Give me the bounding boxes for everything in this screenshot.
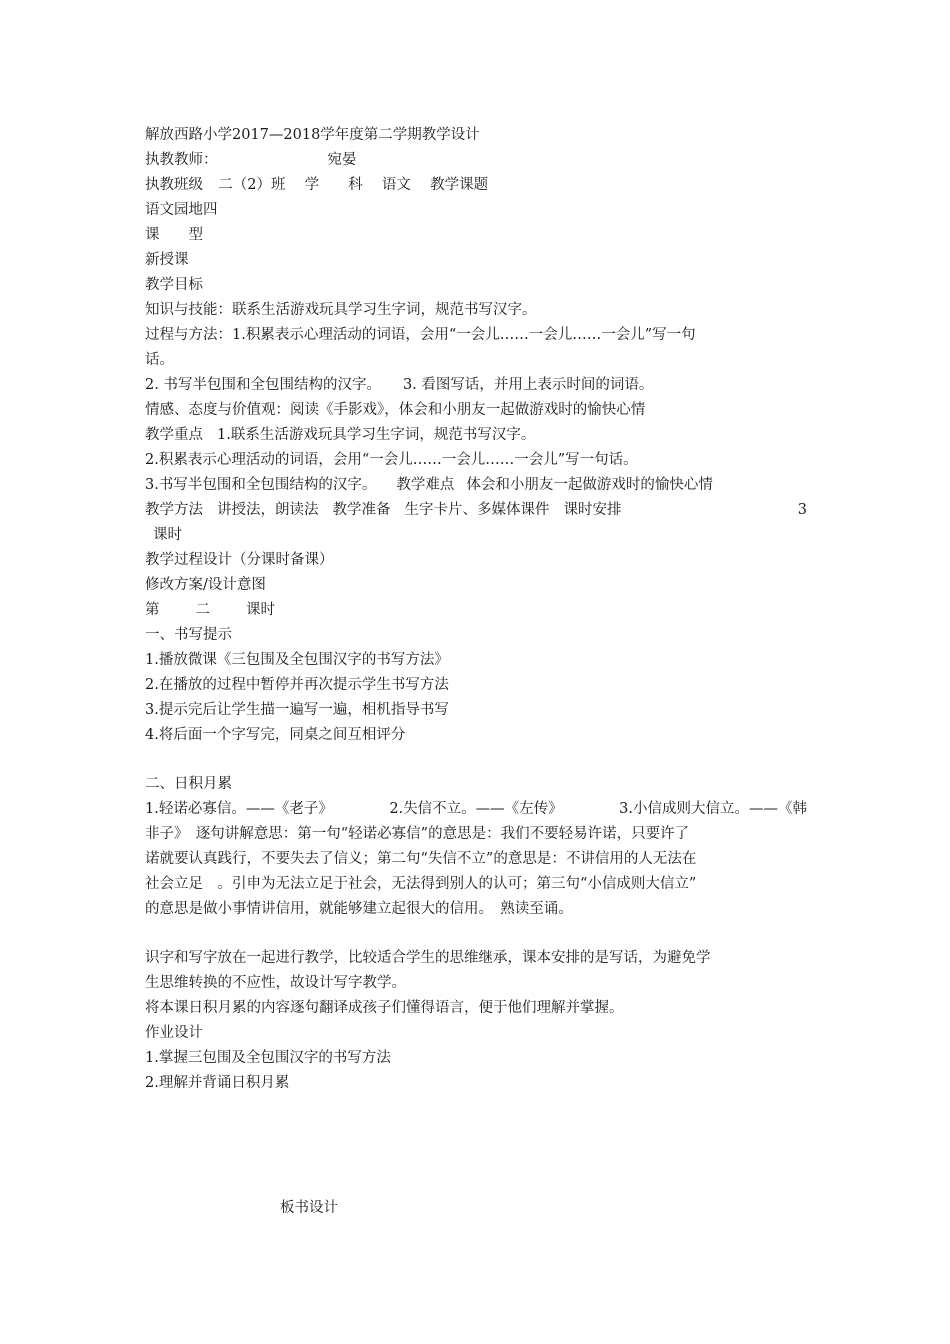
topic-value: 语文园地四 — [145, 202, 218, 218]
goal-emotion: 情感、态度与价值观：阅读《手影戏》，体会和小朋友一起做游戏时的愉快心情 — [145, 402, 646, 418]
doc-title: 解放西路小学2017—2018学年度第二学期教学设计 — [145, 127, 480, 143]
schedule-unit: 课时 — [153, 527, 182, 543]
session-row — [145, 598, 807, 623]
goal-process-1: 过程与方法：1.积累表示心理活动的词语，会用“一会儿……一会儿……一会儿”写一句 — [145, 327, 696, 343]
schedule-value: 3 — [797, 502, 807, 518]
section1-heading: 一、书写提示 — [145, 627, 232, 643]
section1-item: 3.提示完后让学生描一遍写一遍，相机指导书写 — [145, 702, 449, 718]
design-intent-line: 将本课日积月累的内容逐句翻译成孩子们懂得语言，便于他们理解并掌握。 — [145, 1000, 624, 1016]
section1-item: 1.播放微课《三包围及全包围汉字的书写方法》 — [145, 652, 449, 668]
type-value: 新授课 — [145, 252, 189, 268]
section2-heading: 二、日积月累 — [145, 776, 232, 792]
class-row — [145, 173, 807, 198]
homework-heading: 作业设计 — [145, 1025, 203, 1041]
key-point-1: 1.联系生活游戏玩具学习生字词，规范书写汉字。 — [217, 427, 536, 443]
quote-2: 2.失信不立。——《左传》 — [389, 801, 563, 817]
goal-process-3 — [145, 373, 807, 398]
process-heading: 教学过程设计（分课时备课） — [145, 552, 334, 568]
methods-value: 讲授法，朗读法 — [217, 502, 319, 518]
design-intent-line: 生思维转换的不应性，故设计写字教学。 — [145, 975, 406, 991]
explanation-line: 的意思是做小事情讲信用，就能够建立起很大的信用。 熟读至诵。 — [145, 901, 573, 917]
teacher-label: 执教教师： — [145, 152, 218, 168]
class-label: 执教班级 — [145, 177, 203, 193]
goal-process-3a: 2. 书写半包围和全包围结构的汉字。 — [145, 377, 381, 393]
session-word-2: 二 — [195, 602, 210, 618]
lesson-plan-body — [145, 123, 807, 1096]
class-value: 二（2）班 — [218, 177, 286, 193]
homework-item: 2.理解并背诵日积月累 — [145, 1075, 290, 1091]
topic-label: 教学课题 — [430, 177, 489, 193]
section1-item: 4.将后面一个字写完，同桌之间互相评分 — [145, 727, 406, 743]
teacher-name: 宛晏 — [327, 152, 357, 168]
explanation-line: 社会立足 。引申为无法立足于社会，无法得到别人的认可；第三句“小信成则大信立” — [145, 876, 697, 892]
key-point-row-3 — [145, 473, 807, 498]
section1-item: 2.在播放的过程中暂停并再次提示学生书写方法 — [145, 677, 449, 693]
goal-process-2: 话。 — [145, 352, 174, 368]
prep-label: 教学准备 — [332, 502, 391, 518]
quote-3: 3.小信成则大信立。——《韩 — [619, 801, 807, 817]
difficulty-value: 体会和小朋友一起做游戏时的愉快心情 — [466, 477, 713, 493]
type-label: 课 型 — [145, 227, 203, 243]
explanation-line: 非子》 逐句讲解意思：第一句“轻诺必寡信”的意思是：我们不要轻易许诺，只要许了 — [145, 826, 690, 842]
modify-plan: 修改方案/设计意图 — [145, 577, 266, 593]
methods-row — [145, 498, 807, 523]
goal-process-3b: 3. 看图写话，并用上表示时间的词语。 — [402, 377, 654, 393]
teacher-row — [145, 148, 807, 173]
quote-1: 1.轻诺必寡信。——《老子》 — [145, 801, 333, 817]
homework-item: 1.掌握三包围及全包围汉字的书写方法 — [145, 1050, 391, 1066]
key-points-label: 教学重点 — [145, 427, 203, 443]
difficulty-label: 教学难点 — [396, 477, 455, 493]
design-intent-line: 识字和写字放在一起进行教学，比较适合学生的思维继承，课本安排的是写话，为避免学 — [145, 950, 711, 966]
prep-value: 生字卡片、多媒体课件 — [404, 502, 550, 518]
goals-heading: 教学目标 — [145, 277, 203, 293]
goal-knowledge: 知识与技能：联系生活游戏玩具学习生字词，规范书写汉字。 — [145, 302, 537, 318]
board-design-heading: 板书设计 — [280, 1200, 338, 1216]
key-point-3: 3.书写半包围和全包围结构的汉字。 — [145, 477, 377, 493]
session-word-3: 课时 — [246, 602, 275, 618]
session-word-1: 第 — [145, 602, 160, 618]
methods-label: 教学方法 — [145, 502, 203, 518]
key-point-2: 2.积累表示心理活动的词语，会用“一会儿……一会儿……一会儿”写一句话。 — [145, 452, 638, 468]
schedule-label: 课时安排 — [563, 502, 622, 518]
subject-label: 学 科 — [304, 177, 363, 193]
explanation-line: 诺就要认真践行，不要失去了信义；第二句“失信不立”的意思是：不讲信用的人无法在 — [145, 851, 697, 867]
subject-value: 语文 — [381, 177, 411, 193]
quotes-row — [145, 797, 807, 822]
key-point-row-1 — [145, 423, 807, 448]
